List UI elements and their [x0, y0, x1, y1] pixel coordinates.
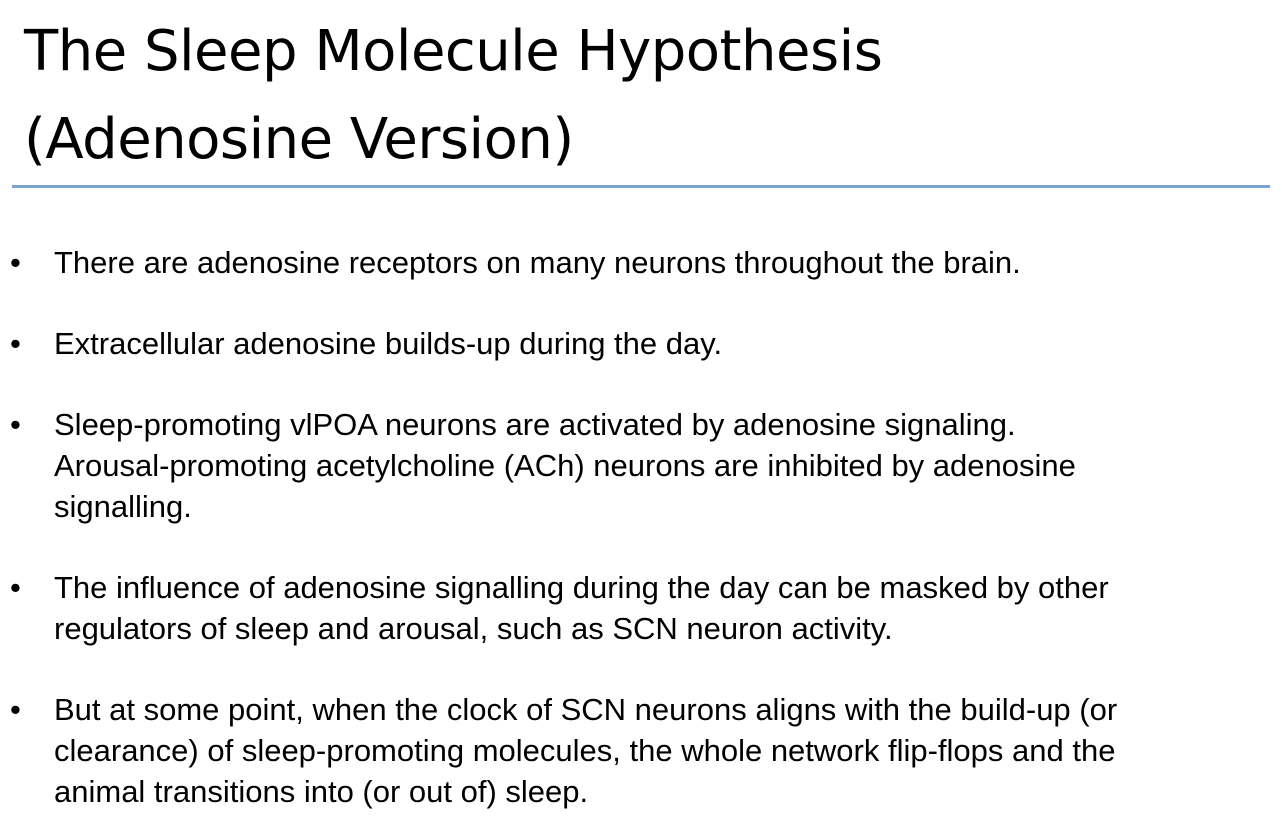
bullet-text-line: Arousal-promoting acetylcholine (ACh) neurons are inhibited by adenosine: [54, 448, 1076, 483]
bullet-text-line: Sleep-promoting vlPOA neurons are activated by adenosine signaling.: [54, 407, 1016, 442]
bullet-item-vlpoa: [0, 404, 1270, 527]
bullet-text-line: But at some point, when the clock of SCN neurons aligns with the build-up (or: [54, 692, 1118, 727]
bullet-text-line: regulators of sleep and arousal, such as SCN neuron activity.: [54, 611, 893, 646]
bullet-item-receptors: [0, 242, 1270, 283]
bullet-item-buildup: [0, 323, 1270, 364]
title-line-2: (Adenosine Version): [24, 107, 574, 172]
bullet-item-masking: [0, 567, 1270, 649]
bullet-text-line: Extracellular adenosine builds-up during the day.: [54, 326, 723, 361]
title-divider: [12, 185, 1270, 188]
bullet-dot-icon: •: [10, 245, 21, 280]
bullet-text-line: animal transitions into (or out of) sleep.: [54, 774, 589, 809]
bullet-item-flip-flop: [0, 689, 1270, 812]
bullet-list: [0, 242, 1270, 812]
bullet-text-line: clearance) of sleep-promoting molecules, the whole network flip-flops and the: [54, 733, 1116, 768]
bullet-text-line: signalling.: [54, 489, 192, 524]
slide-title: [24, 8, 1254, 184]
bullet-text-line: There are adenosine receptors on many neurons throughout the brain.: [54, 245, 1021, 280]
title-line-1: The Sleep Molecule Hypothesis: [24, 19, 883, 84]
bullet-dot-icon: •: [10, 692, 21, 727]
bullet-dot-icon: •: [10, 326, 21, 361]
bullet-text-line: The influence of adenosine signalling during the day can be masked by other: [54, 570, 1109, 605]
bullet-dot-icon: •: [10, 407, 21, 442]
bullet-dot-icon: •: [10, 570, 21, 605]
